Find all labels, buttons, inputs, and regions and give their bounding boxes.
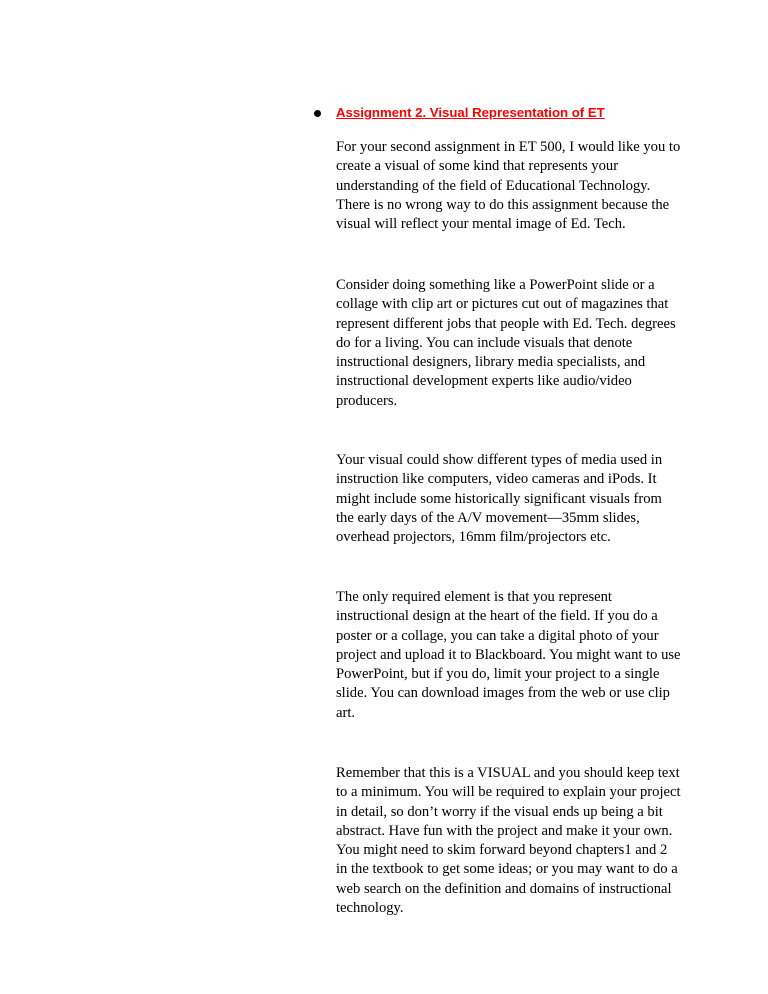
paragraph-intro: For your second assignment in ET 500, I would like you to create a visual of some kind that represents your understanding of the field of Educational Technology. There is no wrong way to do this assignment because the visual will reflect your mental image of Ed. Tech. (336, 139, 681, 233)
paragraph-reminder: Remember that this is a VISUAL and you should keep text to a minimum. You will be required to explain your project in detail, so don’t worry if the visual ends up being a bit abstract. Have fun with the project and make it your own. You might need to skim forward beyond chapters1 and 2 in the textbook to get some ideas; or you may want to do a web search on the definition and domains of instructional technology. (336, 765, 681, 917)
paragraph-media: Your visual could show different types of media used in instruction like computers, video cameras and iPods. It might include some historically significant visuals from the early days of the A/V movement—35mm slides, overhead projectors, 16mm film/projectors etc. (336, 452, 663, 546)
paragraph-jobs: Consider doing something like a PowerPoint slide or a collage with clip art or pictures cut out of magazines that represent different jobs that people with Ed. Tech. degrees do for a living. You can include visuals that denote instructional designers, library media specialists, and instructional development experts like audio/video producers. (336, 277, 676, 409)
bullet-point (314, 110, 321, 117)
paragraph-requirements: The only required element is that you represent instructional design at the heart of the field. If you do a poster or a collage, you can take a digital photo of your project and upload it to Blackboard. You might want to use PowerPoint, but if you do, limit your project to a single slide. You can download images from the web or use clip art. (336, 589, 681, 721)
assignment-heading: Assignment 2. Visual Representation of ET (336, 105, 605, 120)
